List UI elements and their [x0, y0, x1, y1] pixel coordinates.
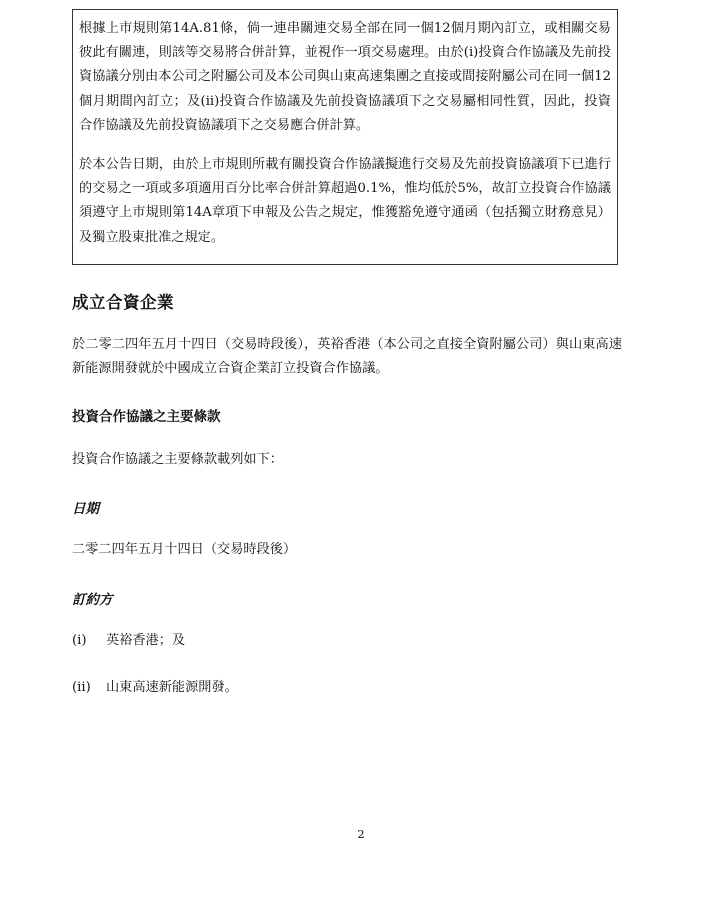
party-number: (i) [72, 633, 87, 648]
parties-label: 訂約方 [72, 592, 113, 608]
disclosure-box [72, 9, 618, 265]
intro-paragraph: 於二零二四年五月十四日（交易時段後），英裕香港（本公司之直接全資附屬公司）與山東高速新能源開發就於中國成立合資企業訂立投資合作協議。 [72, 337, 622, 376]
box-paragraph-percentage-ratio: 於本公告日期，由於上市規則所載有關投資合作協議擬進行交易及先前投資協議項下已進行的交易之一項或多項適用百分比率合併計算超過0.1%，惟均低於5%，故訂立投資合作協議須遵守上市規則第14A章項下申報及公告之規定，惟獲豁免遵守通函（包括獨立財務意見）及獨立股東批准之規定。 [79, 157, 611, 245]
party-item [72, 631, 185, 651]
subheading-main-terms: 投資合作協議之主要條款 [72, 409, 221, 425]
party-item [72, 678, 238, 698]
section-heading: 成立合資企業 [72, 293, 174, 312]
terms-intro: 投資合作協議之主要條款載列如下： [72, 452, 283, 467]
box-paragraph-aggregation: 根據上市規則第14A.81條，倘一連串關連交易全部在同一個12個月期內訂立，或相關交易彼此有關連，則該等交易將合併計算，並視作一項交易處理。由於(i)投資合作協議及先前投資協議分別由本公司之附屬公司及本公司與山東高速集團之直接或間接附屬公司在同一個12個月期間內訂立；及(ii)投資合作協議及先前投資協議項下之交易屬相同性質，因此，投資合作協議及先前投資協議項下之交易應合併計算。 [79, 21, 611, 133]
date-label: 日期 [72, 501, 99, 517]
party-name: 英裕香港；及 [106, 633, 186, 648]
page-number: 2 [357, 827, 365, 841]
party-name: 山東高速新能源開發。 [106, 680, 238, 695]
party-number: (ii) [72, 680, 91, 695]
date-value: 二零二四年五月十四日（交易時段後） [72, 542, 297, 557]
